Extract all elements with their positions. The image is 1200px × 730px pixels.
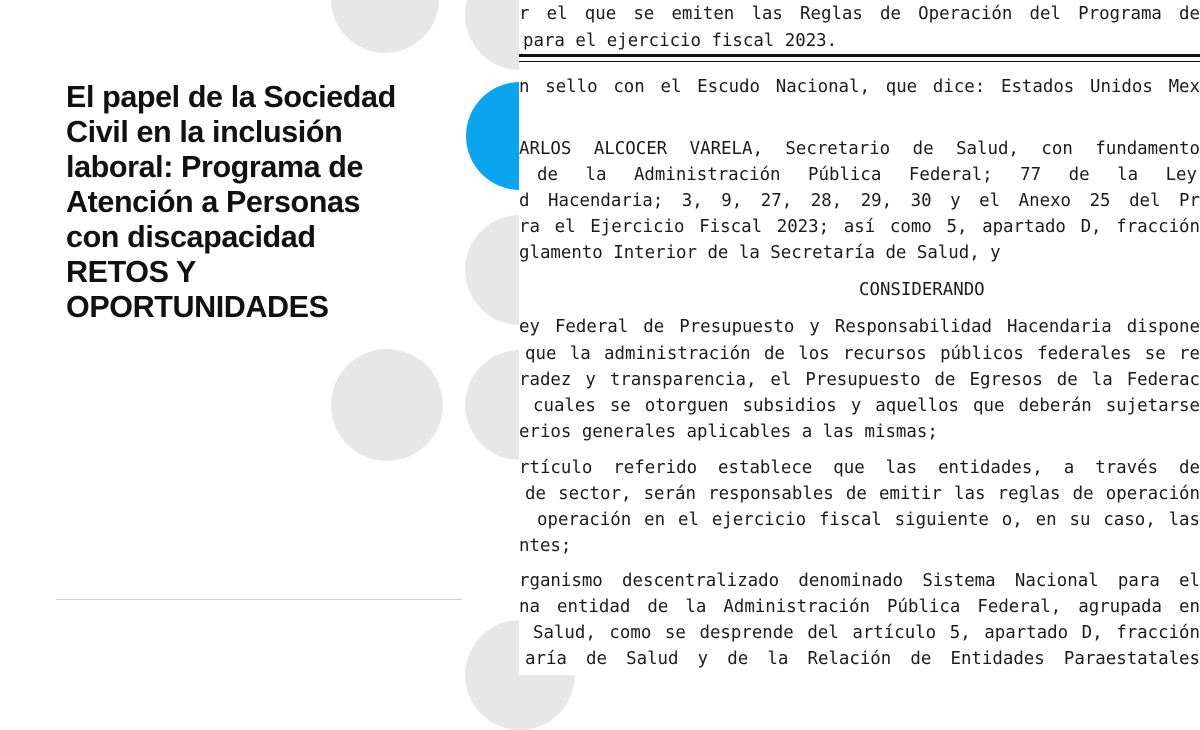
title-line: OPORTUNIDADES	[66, 290, 329, 324]
doc-paragraph1-line: erios generales aplicables a las mismas;	[519, 422, 938, 442]
doc-paragraph3-line: rganismo descentralizado denominado Sistema Nacional para el	[519, 571, 1200, 591]
doc-preamble-line: d Hacendaria; 3, 9, 27, 28, 29, 30 y el Anexo 25 del Pr	[519, 191, 1200, 211]
doc-paragraph3-line: na entidad de la Administración Pública Federal, agrupada en	[519, 597, 1200, 617]
title-line: RETOS Y	[66, 255, 196, 289]
doc-paragraph2-line: de sector, serán responsables de emitir las reglas de operación	[525, 484, 1200, 504]
doc-paragraph3-line: aría de Salud y de la Relación de Entidades Paraestatales	[525, 649, 1200, 669]
title-line: Atención a Personas	[66, 185, 361, 219]
doc-seal-line: n sello con el Escudo Nacional, que dice: Estados Unidos Mex	[519, 77, 1200, 97]
document-scan	[519, 0, 1200, 675]
title-line: El papel de la Sociedad	[66, 80, 396, 114]
document-rule-thin	[519, 61, 1200, 62]
title-line: laboral: Programa de	[66, 150, 364, 184]
doc-paragraph3-line: Salud, como se desprende del artículo 5, apartado D, fracción	[533, 623, 1200, 643]
decorative-circle-middle	[331, 349, 443, 461]
doc-paragraph2-line: operación en el ejercicio fiscal siguiente o, en su caso, las	[537, 510, 1200, 530]
doc-paragraph1-line: que la administración de los recursos públicos federales se re	[525, 344, 1200, 364]
doc-header-line: r el que se emiten las Reglas de Operación del Programa de	[519, 4, 1200, 24]
document-rule-thick	[519, 54, 1200, 57]
doc-preamble-line: de la Administración Pública Federal; 77 de la Ley	[537, 165, 1197, 185]
doc-preamble-line: ra el Ejercicio Fiscal 2023; así como 5, apartado D, fracción	[519, 217, 1200, 237]
slide-title	[66, 80, 466, 325]
title-line: Civil en la inclusión	[66, 115, 343, 149]
doc-paragraph1-line: radez y transparencia, el Presupuesto de Egresos de la Federac	[519, 370, 1200, 390]
doc-heading-considerando: CONSIDERANDO	[859, 280, 985, 300]
doc-paragraph2-line: rtículo referido establece que las entidades, a través de	[519, 458, 1200, 478]
title-line: con discapacidad	[66, 220, 316, 254]
doc-paragraph1-line: ey Federal de Presupuesto y Responsabilidad Hacendaria dispone	[519, 317, 1200, 337]
doc-header-line: para el ejercicio fiscal 2023.	[523, 31, 838, 51]
decorative-circle-top	[331, 0, 439, 53]
doc-preamble-line: glamento Interior de la Secretaría de Salud, y	[519, 243, 1001, 263]
doc-preamble-line: ARLOS ALCOCER VARELA, Secretario de Salud, con fundamento	[519, 139, 1200, 159]
doc-paragraph2-line: ntes;	[519, 536, 572, 556]
doc-paragraph1-line: cuales se otorguen subsidios y aquellos que deberán sujetarse	[533, 396, 1200, 416]
divider-line	[56, 599, 462, 600]
